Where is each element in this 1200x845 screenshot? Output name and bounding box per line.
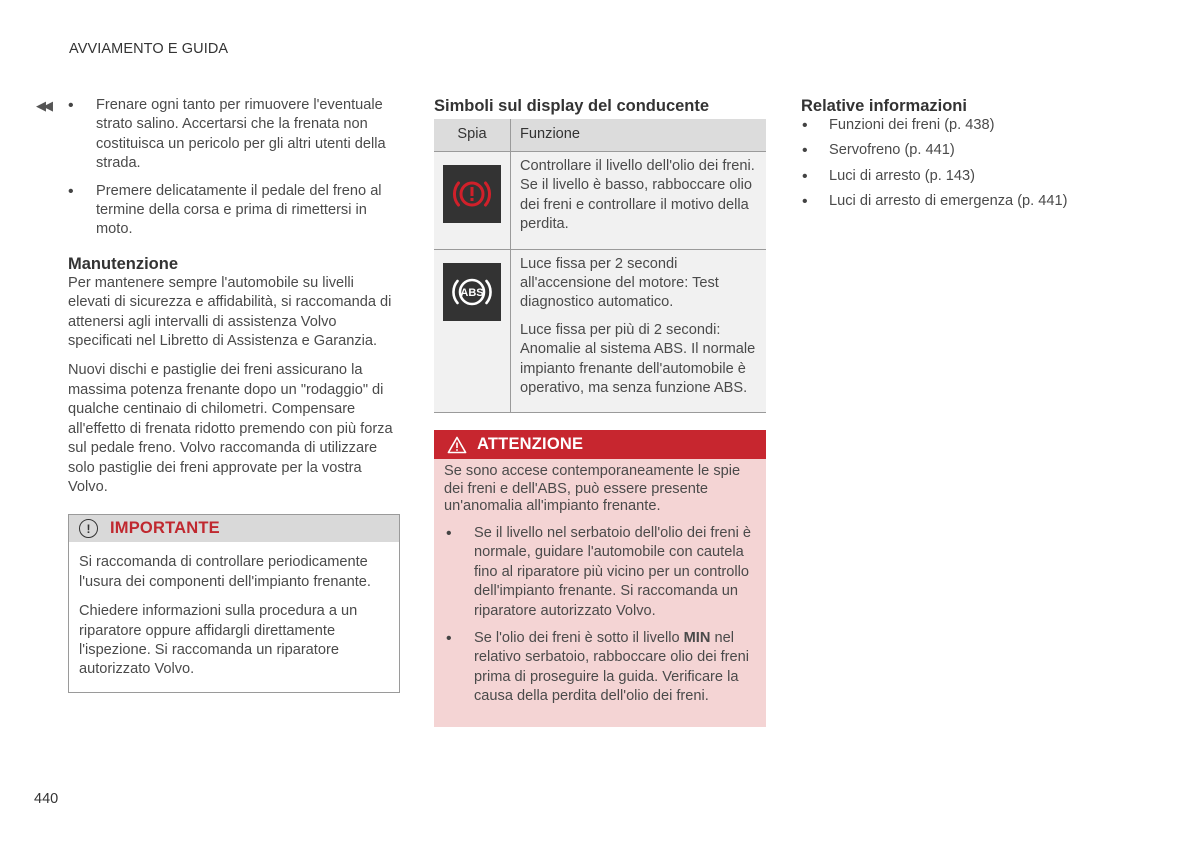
important-paragraph-2: Chiedere informazioni sulla procedura a un riparatore oppure affidargli direttamente l'ispezione. Si raccomanda un riparatore autorizzato Volvo. <box>79 603 358 678</box>
continued-icon: ◀◀ <box>36 98 50 113</box>
column-right <box>801 96 1141 218</box>
warning-triangle-icon <box>447 436 467 454</box>
brake-warning-icon <box>443 165 501 223</box>
warning-header <box>434 430 766 459</box>
related-info-heading: Relative informazioni <box>801 97 967 115</box>
related-link[interactable]: • Funzioni dei freni (p. 438) <box>801 116 1141 135</box>
table-row <box>434 249 766 413</box>
table-header-row <box>434 119 766 152</box>
maintenance-heading: Manutenzione <box>68 254 178 273</box>
function-cell <box>511 249 767 413</box>
warning-bullet-list <box>434 524 766 727</box>
function-text: Luce fissa per 2 secondi all'accensione del motore: Test diagnostico automatico. <box>520 255 719 311</box>
icon-cell <box>434 249 511 413</box>
related-link[interactable]: • Luci di arresto (p. 143) <box>801 167 1141 186</box>
warning-bullet-text: nel relativo serbatoio, rabboccare olio dei freni prima di proseguire la guida. Verificare la causa della perdita dell'olio dei freni. <box>474 630 750 705</box>
bullet-list <box>68 96 400 240</box>
important-notice <box>68 514 400 692</box>
maintenance-paragraph-1: Per mantenere sempre l'automobile su livelli elevati di sicurezza e affidabilità, si raccomanda di attenersi agli intervalli di assistenza Volvo specificati nel Libretto di Assistenza e Garanzia. <box>68 274 392 350</box>
column-header-spia: Spia <box>434 119 511 152</box>
related-links-list <box>801 116 1141 212</box>
exclamation-circle-icon: ! <box>79 519 98 538</box>
min-level-label: MIN <box>683 630 711 646</box>
warning-intro: Se sono accese contemporaneamente le spie dei freni e dell'ABS, può essere presente un'anomalia all'impianto frenante. <box>444 463 741 515</box>
warning-notice <box>434 430 766 726</box>
related-link[interactable]: • Luci di arresto di emergenza (p. 441) <box>801 192 1141 211</box>
important-header <box>69 515 399 542</box>
list-item: • Premere delicatamente il pedale del freno al termine della corsa e prima di rimettersi in moto. <box>68 182 400 240</box>
list-item: • Se il livello nel serbatoio dell'olio dei freni è normale, guidare l'automobile con cautela fino al riparatore più vicino per un controllo dell'impianto frenante. Si raccomanda un riparatore autorizzato Volvo. <box>446 524 752 621</box>
page-number: 440 <box>34 791 59 807</box>
warning-bullet-text: Se l'olio dei freni è sotto il livello <box>474 630 684 646</box>
important-paragraph-1: Si raccomanda di controllare periodicamente l'usura dei componenti dell'impianto frenante. <box>79 554 371 590</box>
important-body <box>69 542 399 691</box>
icon-cell <box>434 152 511 250</box>
function-text: Luce fissa per più di 2 secondi: Anomalie al sistema ABS. Il normale impianto frenante dell'automobile è operativo, ma senza funzione ABS. <box>520 321 756 397</box>
symbols-table <box>434 119 766 413</box>
table-row <box>434 152 766 250</box>
column-middle <box>434 96 766 727</box>
function-cell <box>511 152 767 250</box>
list-item <box>446 629 752 707</box>
column-left <box>68 96 400 693</box>
maintenance-paragraph-2: Nuovi dischi e pastiglie dei freni assicurano la massima potenza frenante dopo un "rodaggio" di qualche centinaio di chilometri. Compensare all'effetto di frenata ridotto premendo con più forza sul pedale freno. Volvo raccomanda di utilizzare solo pastiglie dei freni approvate per la vostra Volvo. <box>68 362 393 495</box>
related-link[interactable]: • Servofreno (p. 441) <box>801 141 1141 160</box>
list-item: • Frenare ogni tanto per rimuovere l'eventuale strato salino. Accertarsi che la frenata non costituisca un pericolo per gli altri utenti della strada. <box>68 96 400 174</box>
important-title: IMPORTANTE <box>110 519 220 538</box>
function-text: Controllare il livello dell'olio dei freni. Se il livello è basso, rabboccare olio dei freni e controllare il motivo della perdita. <box>520 158 755 233</box>
section-header: AVVIAMENTO E GUIDA <box>69 41 229 57</box>
symbols-heading: Simboli sul display del conducente <box>434 97 710 115</box>
abs-icon-label: ABS <box>460 286 484 299</box>
warning-title: ATTENZIONE <box>477 435 584 454</box>
abs-warning-icon <box>443 263 501 321</box>
column-header-funzione: Funzione <box>511 119 767 152</box>
